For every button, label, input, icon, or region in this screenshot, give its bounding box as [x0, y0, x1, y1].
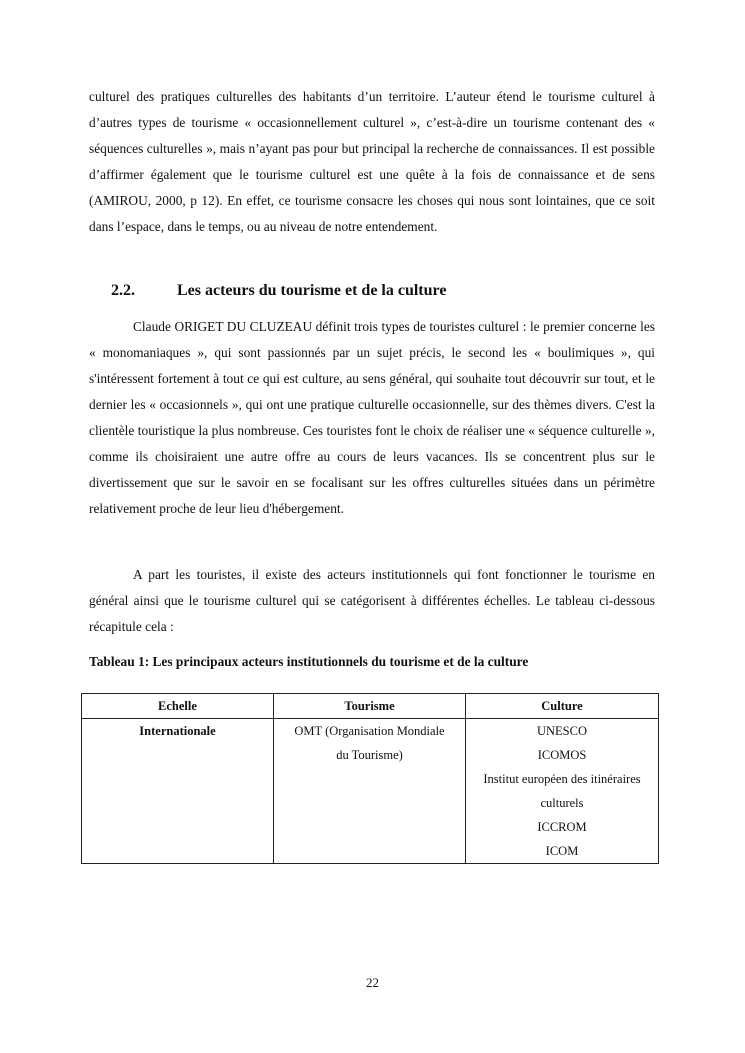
cell-echelle: Internationale [82, 719, 274, 864]
cell-tourisme [274, 719, 466, 864]
paragraph-institutions: A part les touristes, il existe des acteurs institutionnels qui font fonctionner le tourisme en général ainsi que le tourisme culturel qui se catégorisent à différentes échelles. Le tableau ci-dessous récapitule cela : [89, 567, 655, 634]
tourisme-line: du Tourisme) [336, 748, 403, 762]
page-number: 22 [366, 975, 379, 990]
culture-line: Institut européen des itinéraires [483, 772, 641, 786]
section-title: Les acteurs du tourisme et de la culture [177, 282, 447, 299]
culture-line: ICCROM [537, 820, 587, 834]
culture-line: UNESCO [536, 724, 587, 738]
section-number: 2.2. [111, 282, 135, 299]
header-culture: Culture [466, 694, 659, 719]
cell-culture [466, 719, 659, 864]
paragraph-tourist-types: Claude ORIGET DU CLUZEAU définit trois types de touristes culturel : le premier concerne les « monomaniaques », qui sont passionnés par un sujet précis, le second les « boulimiques », qui s'intéressent fortement à tout ce qui est culture, au sens général, qui souhaite tout découvrir sur tout, et le dernier les « occasionnels », qui ont une pratique culturelle occasionnelle, sur des thèmes divers. C'est la clientèle touristique la plus nombreuse. Ces touristes font le choix de réaliser une « séquence culturelle », comme ils choisiraient une autre offre au cours de leurs vacances. Ils se concentrent plus sur le divertissement que sur le savoir en se focalisant sur les offres culturelles situées dans un périmètre relativement proche de leur lieu d'hébergement. [89, 319, 655, 516]
paragraph-intro: culturel des pratiques culturelles des habitants d’un territoire. L’auteur étend le tourisme culturel à d’autres types de tourisme « occasionnellement culturel », c’est-à-dire un tourisme contenant des « séquences culturelles », mais n’ayant pas pour but principal la recherche de connaissances. Il est possible d’affirmer également que le tourisme culturel est une quête à la fois de connaissance et de sens (AMIROU, 2000, p 12). En effet, ce tourisme consacre les choses qui nous sont lointaines, que ce soit dans l’espace, dans le temps, ou au niveau de notre entendement. [89, 89, 655, 234]
culture-line: culturels [540, 796, 584, 810]
header-tourisme: Tourisme [274, 694, 466, 719]
tourisme-line: OMT (Organisation Mondiale [294, 724, 445, 738]
actors-table [81, 693, 659, 864]
section-heading [111, 282, 446, 300]
table-header-row [82, 694, 659, 719]
table-row [82, 719, 659, 864]
header-echelle: Echelle [82, 694, 274, 719]
culture-line: ICOMOS [537, 748, 587, 762]
table-caption: Tableau 1: Les principaux acteurs institutionnels du tourisme et de la culture [89, 654, 529, 669]
culture-line: ICOM [545, 844, 579, 858]
